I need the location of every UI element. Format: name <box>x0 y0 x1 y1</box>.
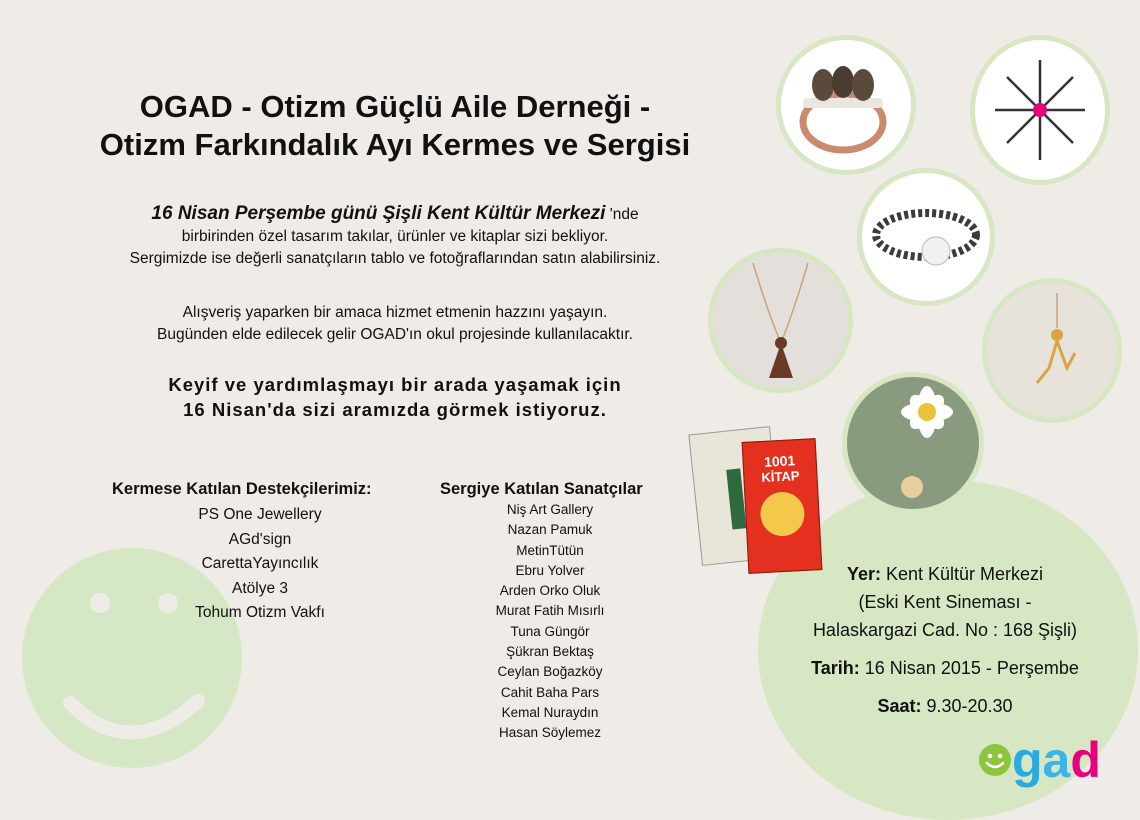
book-cover-1001-kitap <box>742 438 823 574</box>
list-item: Cahit Baha Pars <box>500 684 600 700</box>
purpose-line-2: Bugünden elde edilecek gelir OGAD'ın okul projesinde kullanılacaktır. <box>157 326 633 343</box>
invitation-text <box>40 372 750 422</box>
ring-photo <box>776 35 916 175</box>
place-line-3: Halaskargazi Cad. No : 168 Şişli) <box>812 620 1078 640</box>
intro-line-2: birbirinden özel tasarım takılar, ürünler ve kitaplar sizi bekliyor. <box>181 228 609 245</box>
list-item: Hasan Söylemez <box>498 725 602 741</box>
list-item: MetinTütün <box>516 542 584 558</box>
list-item: Niş Art Gallery <box>506 502 594 517</box>
intro-paragraph <box>40 203 750 270</box>
list-item: Murat Fatih Mısırlı <box>495 603 605 619</box>
book-face <box>759 491 805 537</box>
place-label: Yer: <box>846 564 881 584</box>
list-item: PS One Jewellery <box>198 506 322 523</box>
title-line-2: Otizm Farkındalık Ayı Kermes ve Sergisi <box>99 127 691 162</box>
intro-line-3: Sergimizde ise değerli sanatçıların tablo ve fotoğraflarından satın alabilirsiniz. <box>129 250 661 267</box>
list-item: Tuna Güngör <box>510 623 590 639</box>
list-item: Tohum Otizm Vakfı <box>195 604 325 621</box>
ballerina-photo <box>982 278 1122 423</box>
list-item: Ceylan Boğazköy <box>497 664 603 680</box>
intro-suffix: 'nde <box>609 206 639 223</box>
purpose-paragraph <box>40 302 750 346</box>
necklace-photo <box>708 248 853 393</box>
time-label: Saat: <box>877 696 922 716</box>
list-item: Arden Orko Oluk <box>499 583 601 599</box>
event-info <box>770 560 1120 720</box>
logo-letter-a: a <box>1042 732 1071 788</box>
invitation-line-2: 16 Nisan'da sizi aramızda görmek istiyoruz. <box>183 399 607 420</box>
smile-logo-icon <box>978 743 1012 777</box>
artists-list <box>470 500 630 744</box>
ogad-logo <box>978 730 1101 790</box>
list-item: Atölye 3 <box>231 579 288 597</box>
logo-letter-g: g <box>1012 732 1043 788</box>
list-item: Ebru Yolver <box>515 562 585 578</box>
date-label: Tarih: <box>811 658 860 678</box>
list-item: Nazan Pamuk <box>507 522 593 538</box>
list-item: AGd'sign <box>228 530 292 548</box>
date-line <box>770 654 1120 682</box>
time-line <box>770 692 1120 720</box>
intro-highlight: 16 Nisan Perşembe günü Şişli Kent Kültür Merkezi <box>151 203 606 224</box>
supporters-heading: Kermese Katılan Destekçilerimiz: <box>112 480 372 498</box>
list-item: Şükran Bektaş <box>506 644 594 660</box>
book-title-number: 1001 <box>763 452 796 470</box>
title-line-1: OGAD - Otizm Güçlü Aile Derneği - <box>139 89 651 124</box>
pendant-photo <box>970 35 1110 185</box>
list-item: Kemal Nuraydın <box>501 704 599 720</box>
book-title-word: KİTAP <box>761 468 800 486</box>
bracelet-photo <box>857 168 995 306</box>
place-line <box>770 560 1120 588</box>
list-item: CarettaYayıncılık <box>201 555 319 572</box>
time-value: 9.30-20.30 <box>926 696 1013 716</box>
supporters-list <box>150 503 370 626</box>
purpose-line-1: Alışveriş yaparken bir amaca hizmet etmenin hazzını yaşayın. <box>182 304 608 321</box>
page-title <box>40 88 750 164</box>
daisy-photo <box>842 372 984 514</box>
date-value: 16 Nisan 2015 - Perşembe <box>864 658 1079 678</box>
artists-heading: Sergiye Katılan Sanatçılar <box>440 480 643 498</box>
logo-letter-d: d <box>1070 732 1101 788</box>
invitation-line-1: Keyif ve yardımlaşmayı bir arada yaşamak için <box>168 374 622 395</box>
place-value: Kent Kültür Merkezi <box>885 564 1044 584</box>
place-line-2: (Eski Kent Sineması - <box>858 592 1032 612</box>
